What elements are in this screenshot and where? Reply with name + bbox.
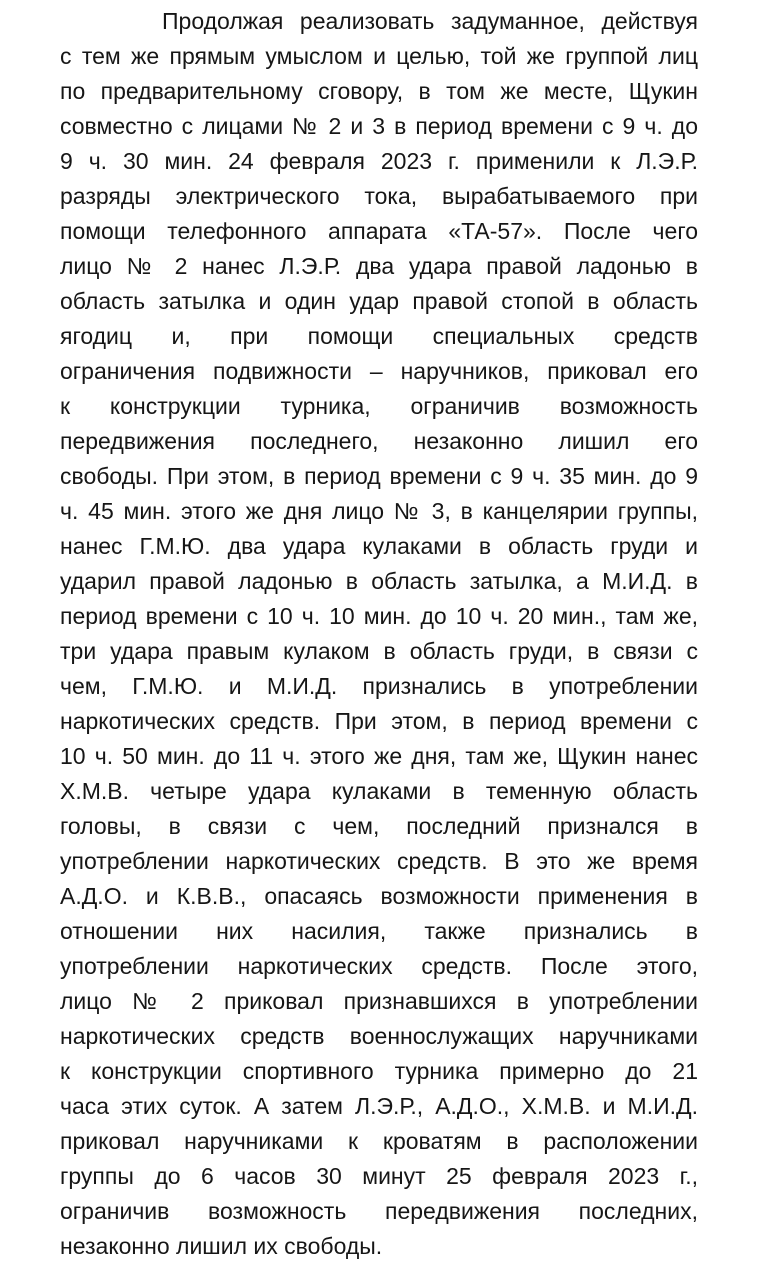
text-line: помощи телефонного аппарата «ТА-57». После чего xyxy=(60,218,698,244)
text-line: 9 ч. 30 мин. 24 февраля 2023 г. применили к Л.Э.Р. xyxy=(60,148,698,174)
text-line: ч. 45 мин. этого же дня лицо № 3, в канцелярии группы, xyxy=(60,498,698,524)
text-line: 10 ч. 50 мин. до 11 ч. этого же дня, там же, Щукин нанес xyxy=(60,743,698,769)
text-line: группы до 6 часов 30 минут 25 февраля 2023 г., xyxy=(60,1163,698,1189)
text-line: период времени с 10 ч. 10 мин. до 10 ч. 20 мин., там же, xyxy=(60,603,698,629)
text-line: передвижения последнего, незаконно лишил его xyxy=(60,428,698,454)
text-line: к конструкции спортивного турника примерно до 21 xyxy=(60,1058,698,1084)
text-line: головы, в связи с чем, последний признался в xyxy=(60,813,698,839)
text-line: разряды электрического тока, вырабатываемого при xyxy=(60,183,698,209)
text-line: отношении них насилия, также признались в xyxy=(60,918,698,944)
text-line: лицо № 2 приковал признавшихся в употреблении xyxy=(60,988,698,1014)
text-line: наркотических средств военнослужащих наручниками xyxy=(60,1023,698,1049)
text-line: нанес Г.М.Ю. два удара кулаками в область груди и xyxy=(60,533,698,559)
text-line: по предварительному сговору, в том же месте, Щукин xyxy=(60,78,698,104)
text-line: приковал наручниками к кроватям в расположении xyxy=(60,1128,698,1154)
text-line: к конструкции турника, ограничив возможность xyxy=(60,393,698,419)
text-line: употреблении наркотических средств. В это же время xyxy=(60,848,698,874)
text-line: чем, Г.М.Ю. и М.И.Д. признались в употреблении xyxy=(60,673,698,699)
text-line: употреблении наркотических средств. После этого, xyxy=(60,953,698,979)
text-line: часа этих суток. А затем Л.Э.Р., А.Д.О., Х.М.В. и М.И.Д. xyxy=(60,1093,698,1119)
text-line: ударил правой ладонью в область затылка, а М.И.Д. в xyxy=(60,568,698,594)
text-line: область затылка и один удар правой стопой в область xyxy=(60,288,698,314)
text-line: незаконно лишил их свободы. xyxy=(60,1233,383,1259)
text-line: ягодиц и, при помощи специальных средств xyxy=(60,323,698,349)
text-line: свободы. При этом, в период времени с 9 ч. 35 мин. до 9 xyxy=(60,463,698,489)
text-line: ограничения подвижности – наручников, приковал его xyxy=(60,358,698,384)
text-line: Х.М.В. четыре удара кулаками в теменную область xyxy=(60,778,698,804)
text-line: наркотических средств. При этом, в период времени с xyxy=(60,708,698,734)
text-line: ограничив возможность передвижения последних, xyxy=(60,1198,698,1224)
text-line: три удара правым кулаком в область груди, в связи с xyxy=(60,638,698,664)
document-paragraph xyxy=(60,4,698,1264)
text-line: Продолжая реализовать задуманное, действуя xyxy=(162,8,698,34)
text-line: А.Д.О. и К.В.В., опасаясь возможности применения в xyxy=(60,883,698,909)
text-line: лицо № 2 нанес Л.Э.Р. два удара правой ладонью в xyxy=(60,253,698,279)
text-line: с тем же прямым умыслом и целью, той же группой лиц xyxy=(60,43,698,69)
text-line: совместно с лицами № 2 и 3 в период времени с 9 ч. до xyxy=(60,113,698,139)
